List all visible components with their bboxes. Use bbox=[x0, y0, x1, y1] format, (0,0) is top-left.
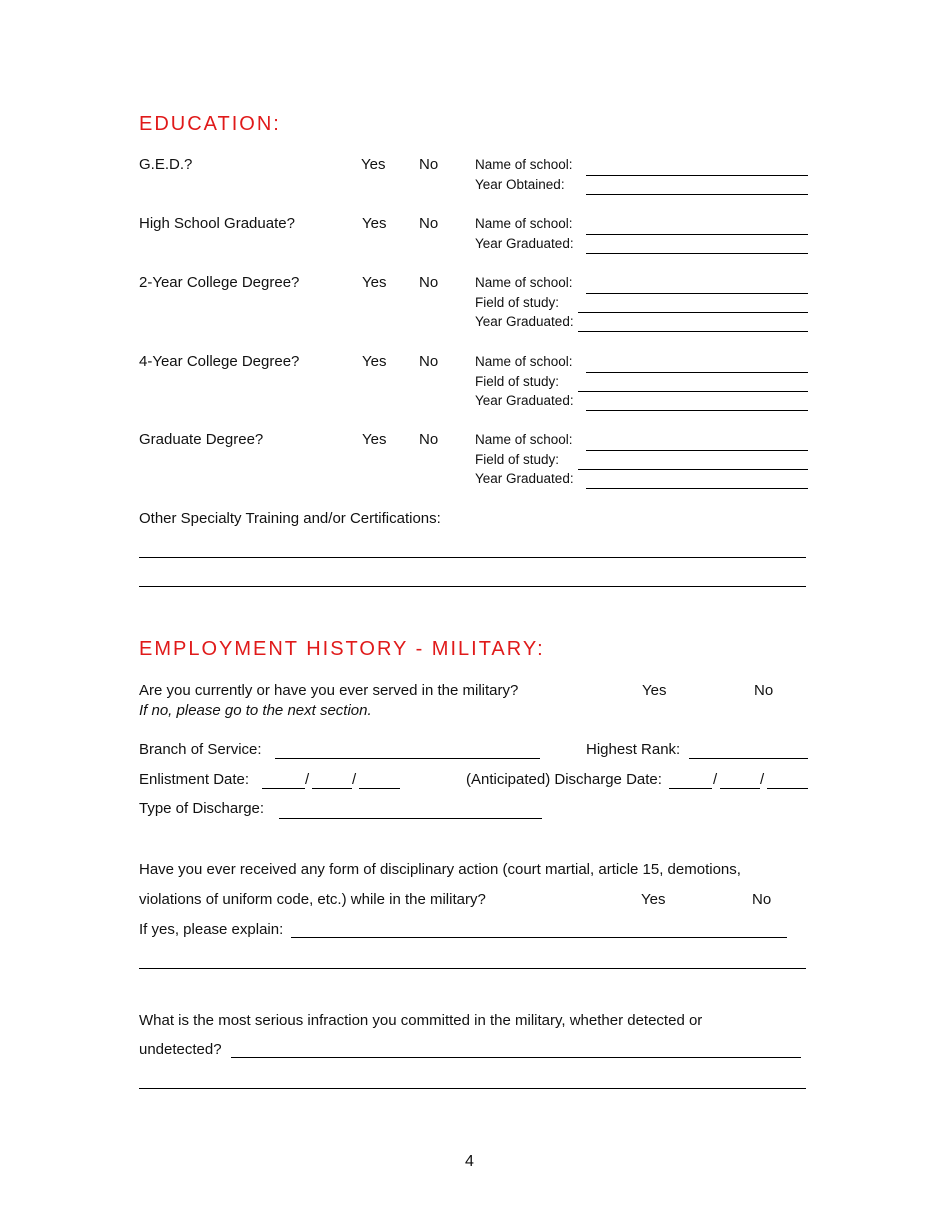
page-number: 4 bbox=[465, 1153, 474, 1170]
ged-school-label: Name of school: bbox=[475, 157, 573, 172]
discharge-slash-2: / bbox=[760, 771, 765, 788]
enlistment-slash-1: / bbox=[305, 771, 310, 788]
infraction-question-line-2: undetected? bbox=[139, 1041, 222, 1058]
other-training-line-1[interactable] bbox=[139, 557, 806, 558]
rank-label: Highest Rank: bbox=[586, 741, 681, 758]
branch-field[interactable] bbox=[275, 758, 540, 759]
discharge-type-label: Type of Discharge: bbox=[139, 800, 265, 817]
enlistment-month-field[interactable] bbox=[262, 788, 305, 789]
infraction-field-1[interactable] bbox=[231, 1057, 801, 1058]
disciplinary-question-line-2: violations of uniform code, etc.) while in the military? bbox=[139, 891, 486, 908]
four-year-school-label: Name of school: bbox=[475, 354, 573, 369]
highschool-question: High School Graduate? bbox=[139, 215, 295, 232]
enlistment-label: Enlistment Date: bbox=[139, 771, 250, 788]
ged-yes-option[interactable]: Yes bbox=[361, 156, 386, 173]
two-year-study-field[interactable] bbox=[578, 312, 808, 313]
discharge-year-field[interactable] bbox=[767, 788, 808, 789]
served-yes-option[interactable]: Yes bbox=[642, 682, 667, 699]
other-training-label: Other Specialty Training and/or Certifications: bbox=[139, 510, 441, 527]
four-year-school-field[interactable] bbox=[586, 372, 808, 373]
discharge-month-field[interactable] bbox=[669, 788, 712, 789]
graduate-study-field[interactable] bbox=[578, 469, 808, 470]
served-no-option[interactable]: No bbox=[754, 682, 774, 699]
enlistment-slash-2: / bbox=[352, 771, 357, 788]
graduate-school-field[interactable] bbox=[586, 450, 808, 451]
served-note: If no, please go to the next section. bbox=[139, 702, 372, 719]
discharge-slash-1: / bbox=[713, 771, 718, 788]
branch-label: Branch of Service: bbox=[139, 741, 262, 758]
four-year-year-label: Year Graduated: bbox=[475, 393, 574, 408]
highschool-year-field[interactable] bbox=[586, 253, 808, 254]
four-year-field-label: Field of study: bbox=[475, 374, 560, 389]
other-training-line-2[interactable] bbox=[139, 586, 806, 587]
graduate-year-label: Year Graduated: bbox=[475, 471, 574, 486]
explain-field-1[interactable] bbox=[291, 937, 787, 938]
explain-field-2[interactable] bbox=[139, 968, 806, 969]
highschool-no-option[interactable]: No bbox=[419, 215, 439, 232]
graduate-question: Graduate Degree? bbox=[139, 431, 264, 448]
disciplinary-no-option[interactable]: No bbox=[752, 891, 772, 908]
disciplinary-yes-option[interactable]: Yes bbox=[641, 891, 666, 908]
two-year-question: 2-Year College Degree? bbox=[139, 274, 300, 291]
ged-no-option[interactable]: No bbox=[419, 156, 439, 173]
two-year-no-option[interactable]: No bbox=[419, 274, 439, 291]
military-heading: EMPLOYMENT HISTORY - MILITARY: bbox=[139, 638, 545, 660]
graduate-yes-option[interactable]: Yes bbox=[362, 431, 387, 448]
ged-year-field[interactable] bbox=[586, 194, 808, 195]
four-year-study-field[interactable] bbox=[578, 391, 808, 392]
four-year-no-option[interactable]: No bbox=[419, 353, 439, 370]
ged-school-field[interactable] bbox=[586, 175, 808, 176]
enlistment-day-field[interactable] bbox=[312, 788, 352, 789]
served-question: Are you currently or have you ever served in the military? bbox=[139, 682, 519, 699]
two-year-year-label: Year Graduated: bbox=[475, 314, 574, 329]
two-year-school-field[interactable] bbox=[586, 293, 808, 294]
discharge-day-field[interactable] bbox=[720, 788, 760, 789]
highschool-yes-option[interactable]: Yes bbox=[362, 215, 387, 232]
disciplinary-question-line-1: Have you ever received any form of disciplinary action (court martial, article 15, demotions, bbox=[139, 861, 741, 878]
graduate-year-field[interactable] bbox=[586, 488, 808, 489]
four-year-yes-option[interactable]: Yes bbox=[362, 353, 387, 370]
ged-year-label: Year Obtained: bbox=[475, 177, 565, 192]
discharge-date-label: (Anticipated) Discharge Date: bbox=[466, 771, 662, 788]
two-year-year-field[interactable] bbox=[578, 331, 808, 332]
infraction-question-line-1: What is the most serious infraction you committed in the military, whether detected or bbox=[139, 1012, 703, 1029]
four-year-question: 4-Year College Degree? bbox=[139, 353, 300, 370]
ged-question: G.E.D.? bbox=[139, 156, 193, 173]
infraction-field-2[interactable] bbox=[139, 1088, 806, 1089]
graduate-no-option[interactable]: No bbox=[419, 431, 439, 448]
two-year-school-label: Name of school: bbox=[475, 275, 573, 290]
highschool-year-label: Year Graduated: bbox=[475, 236, 574, 251]
four-year-year-field[interactable] bbox=[586, 410, 808, 411]
graduate-field-label: Field of study: bbox=[475, 452, 560, 467]
graduate-school-label: Name of school: bbox=[475, 432, 573, 447]
rank-field[interactable] bbox=[689, 758, 808, 759]
discharge-type-field[interactable] bbox=[279, 818, 542, 819]
explain-label: If yes, please explain: bbox=[139, 921, 284, 938]
two-year-field-label: Field of study: bbox=[475, 295, 560, 310]
enlistment-year-field[interactable] bbox=[359, 788, 400, 789]
education-heading: EDUCATION: bbox=[139, 113, 281, 135]
highschool-school-label: Name of school: bbox=[475, 216, 573, 231]
highschool-school-field[interactable] bbox=[586, 234, 808, 235]
two-year-yes-option[interactable]: Yes bbox=[362, 274, 387, 291]
